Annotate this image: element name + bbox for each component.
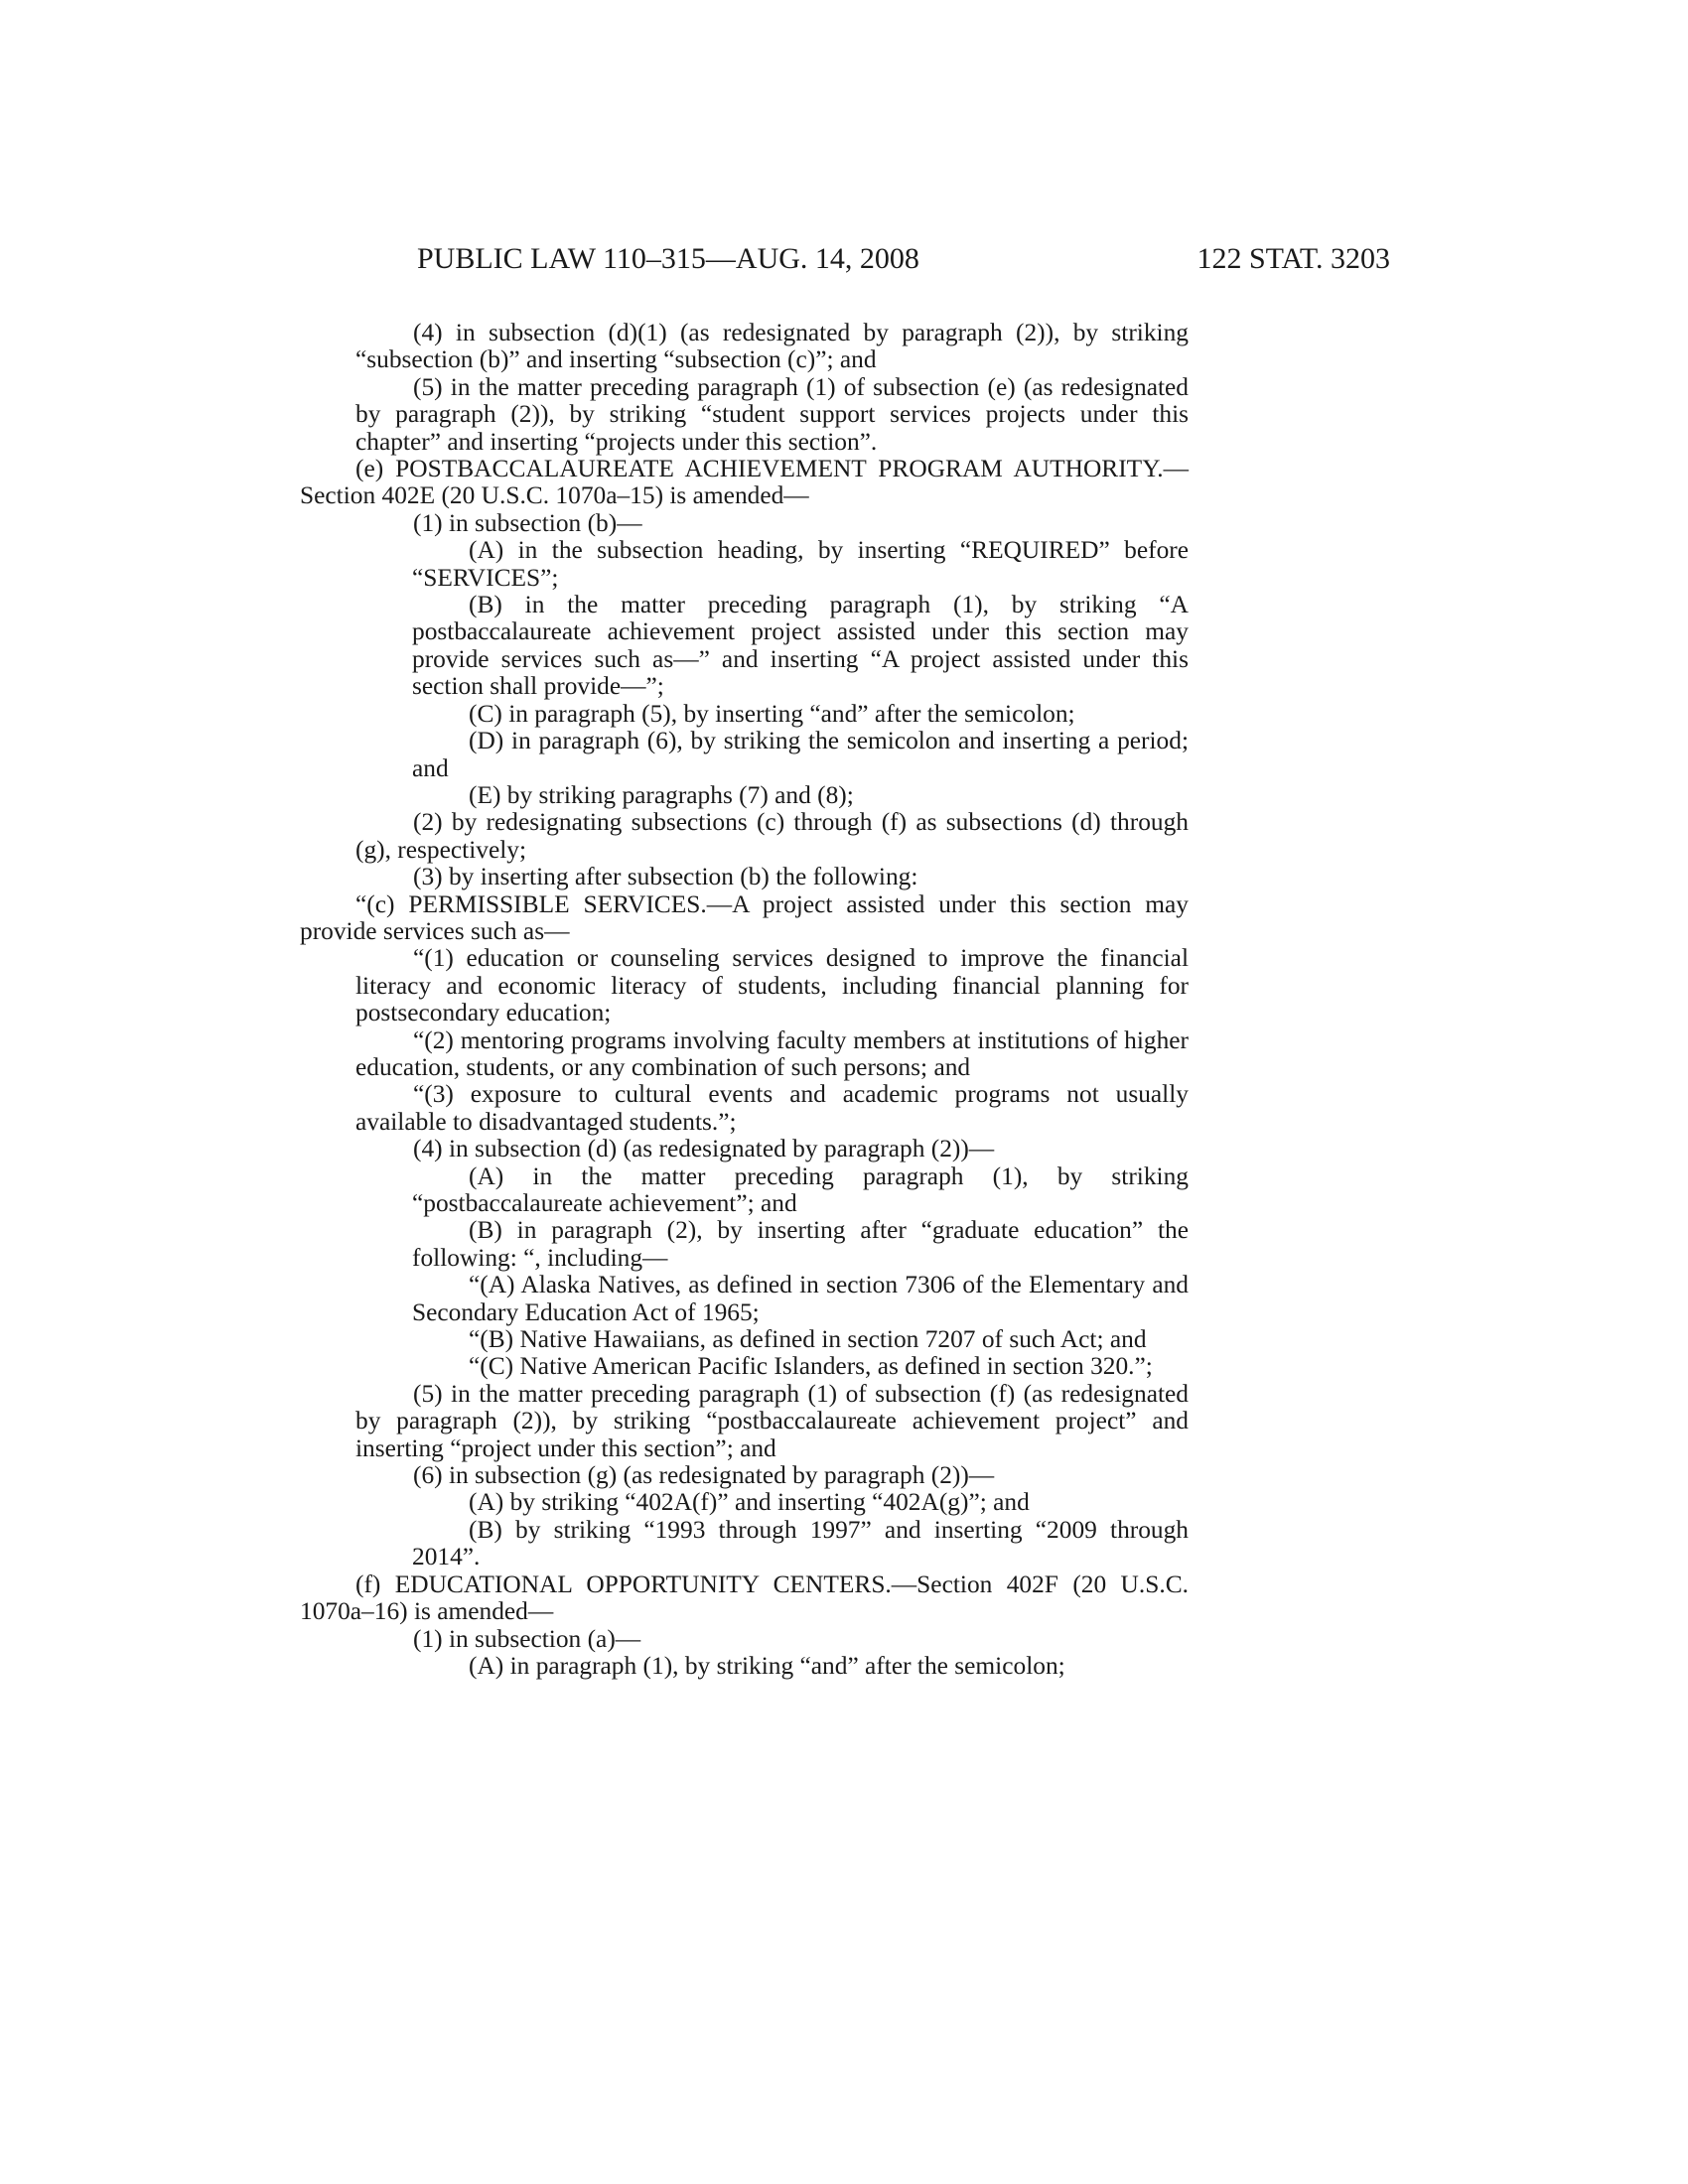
paragraph: (1) in subsection (b)— <box>413 508 642 537</box>
paragraph: (4) in subsection (d) (as redesignated by paragraph (2))— <box>413 1135 995 1163</box>
paragraph: (D) in paragraph (6), by striking the semicolon and inserting a period; and <box>412 727 1189 782</box>
paragraph: (A) in the subsection heading, by inserting “REQUIRED” before “SERVICES”; <box>412 536 1189 592</box>
paragraph: “(A) Alaska Natives, as defined in section 7306 of the Elementary and Secondary Education Act of 1965; <box>412 1271 1189 1326</box>
statute-body <box>300 320 1189 1680</box>
paragraph: (A) in the matter preceding paragraph (1), by striking “postbaccalaureate achievement”; and <box>412 1161 1189 1217</box>
paragraph: “(c) PERMISSIBLE SERVICES.—A project assisted under this section may provide services such as— <box>300 889 1189 945</box>
paragraph: (6) in subsection (g) (as redesignated by paragraph (2))— <box>413 1461 995 1490</box>
paragraph: (2) by redesignating subsections (c) through (f) as subsections (d) through (g), respectively; <box>355 808 1189 864</box>
paragraph: “(1) education or counseling services designed to improve the financial literacy and economic literacy of students, including financial planning for postsecondary education; <box>355 944 1189 1027</box>
paragraph: (3) by inserting after subsection (b) the following: <box>413 863 918 891</box>
paragraph: (1) in subsection (a)— <box>413 1624 641 1653</box>
paragraph: (E) by striking paragraphs (7) and (8); <box>469 780 854 809</box>
paragraph: (B) by striking “1993 through 1997” and inserting “2009 through 2014”. <box>412 1515 1189 1571</box>
paragraph: (5) in the matter preceding paragraph (1) of subsection (f) (as redesignated by paragraph (2)), by striking “postbaccalaureate achievement project” and inserting “project under this section”; and <box>355 1379 1189 1462</box>
paragraph: (5) in the matter preceding paragraph (1) of subsection (e) (as redesignated by paragraph (2)), by striking “student support services projects under this chapter” and inserting “projects under this section”. <box>355 372 1189 456</box>
header-law-citation: PUBLIC LAW 110–315—AUG. 14, 2008 <box>417 242 919 275</box>
running-header <box>300 242 1390 282</box>
header-page-number: 122 STAT. 3203 <box>1196 242 1390 275</box>
paragraph: (B) in the matter preceding paragraph (1), by striking “A postbaccalaureate achievement project assisted under this section may provide services such as—” and inserting “A project assisted under this section shall provide—”; <box>412 591 1189 701</box>
paragraph: “(3) exposure to cultural events and academic programs not usually available to disadvantaged students.”; <box>355 1080 1189 1136</box>
paragraph: (4) in subsection (d)(1) (as redesignated by paragraph (2)), by striking “subsection (b)” and inserting “subsection (c)”; and <box>355 319 1189 374</box>
paragraph: “(2) mentoring programs involving faculty members at institutions of higher education, students, or any combination of such persons; and <box>355 1025 1189 1081</box>
paragraph: (C) in paragraph (5), by inserting “and” after the semicolon; <box>469 699 1075 728</box>
paragraph: “(B) Native Hawaiians, as defined in section 7207 of such Act; and <box>469 1325 1147 1354</box>
paragraph: (A) by striking “402A(f)” and inserting “402A(g)”; and <box>469 1488 1030 1517</box>
paragraph: “(C) Native American Pacific Islanders, as defined in section 320.”; <box>469 1352 1153 1381</box>
paragraph: (f) EDUCATIONAL OPPORTUNITY CENTERS.—Section 402F (20 U.S.C. 1070a–16) is amended— <box>300 1570 1189 1626</box>
paragraph: (e) POSTBACCALAUREATE ACHIEVEMENT PROGRAM AUTHORITY.—Section 402E (20 U.S.C. 1070a–15) is amended— <box>300 455 1189 510</box>
paragraph: (A) in paragraph (1), by striking “and” after the semicolon; <box>469 1651 1065 1680</box>
paragraph: (B) in paragraph (2), by inserting after “graduate education” the following: “, including— <box>412 1216 1189 1272</box>
